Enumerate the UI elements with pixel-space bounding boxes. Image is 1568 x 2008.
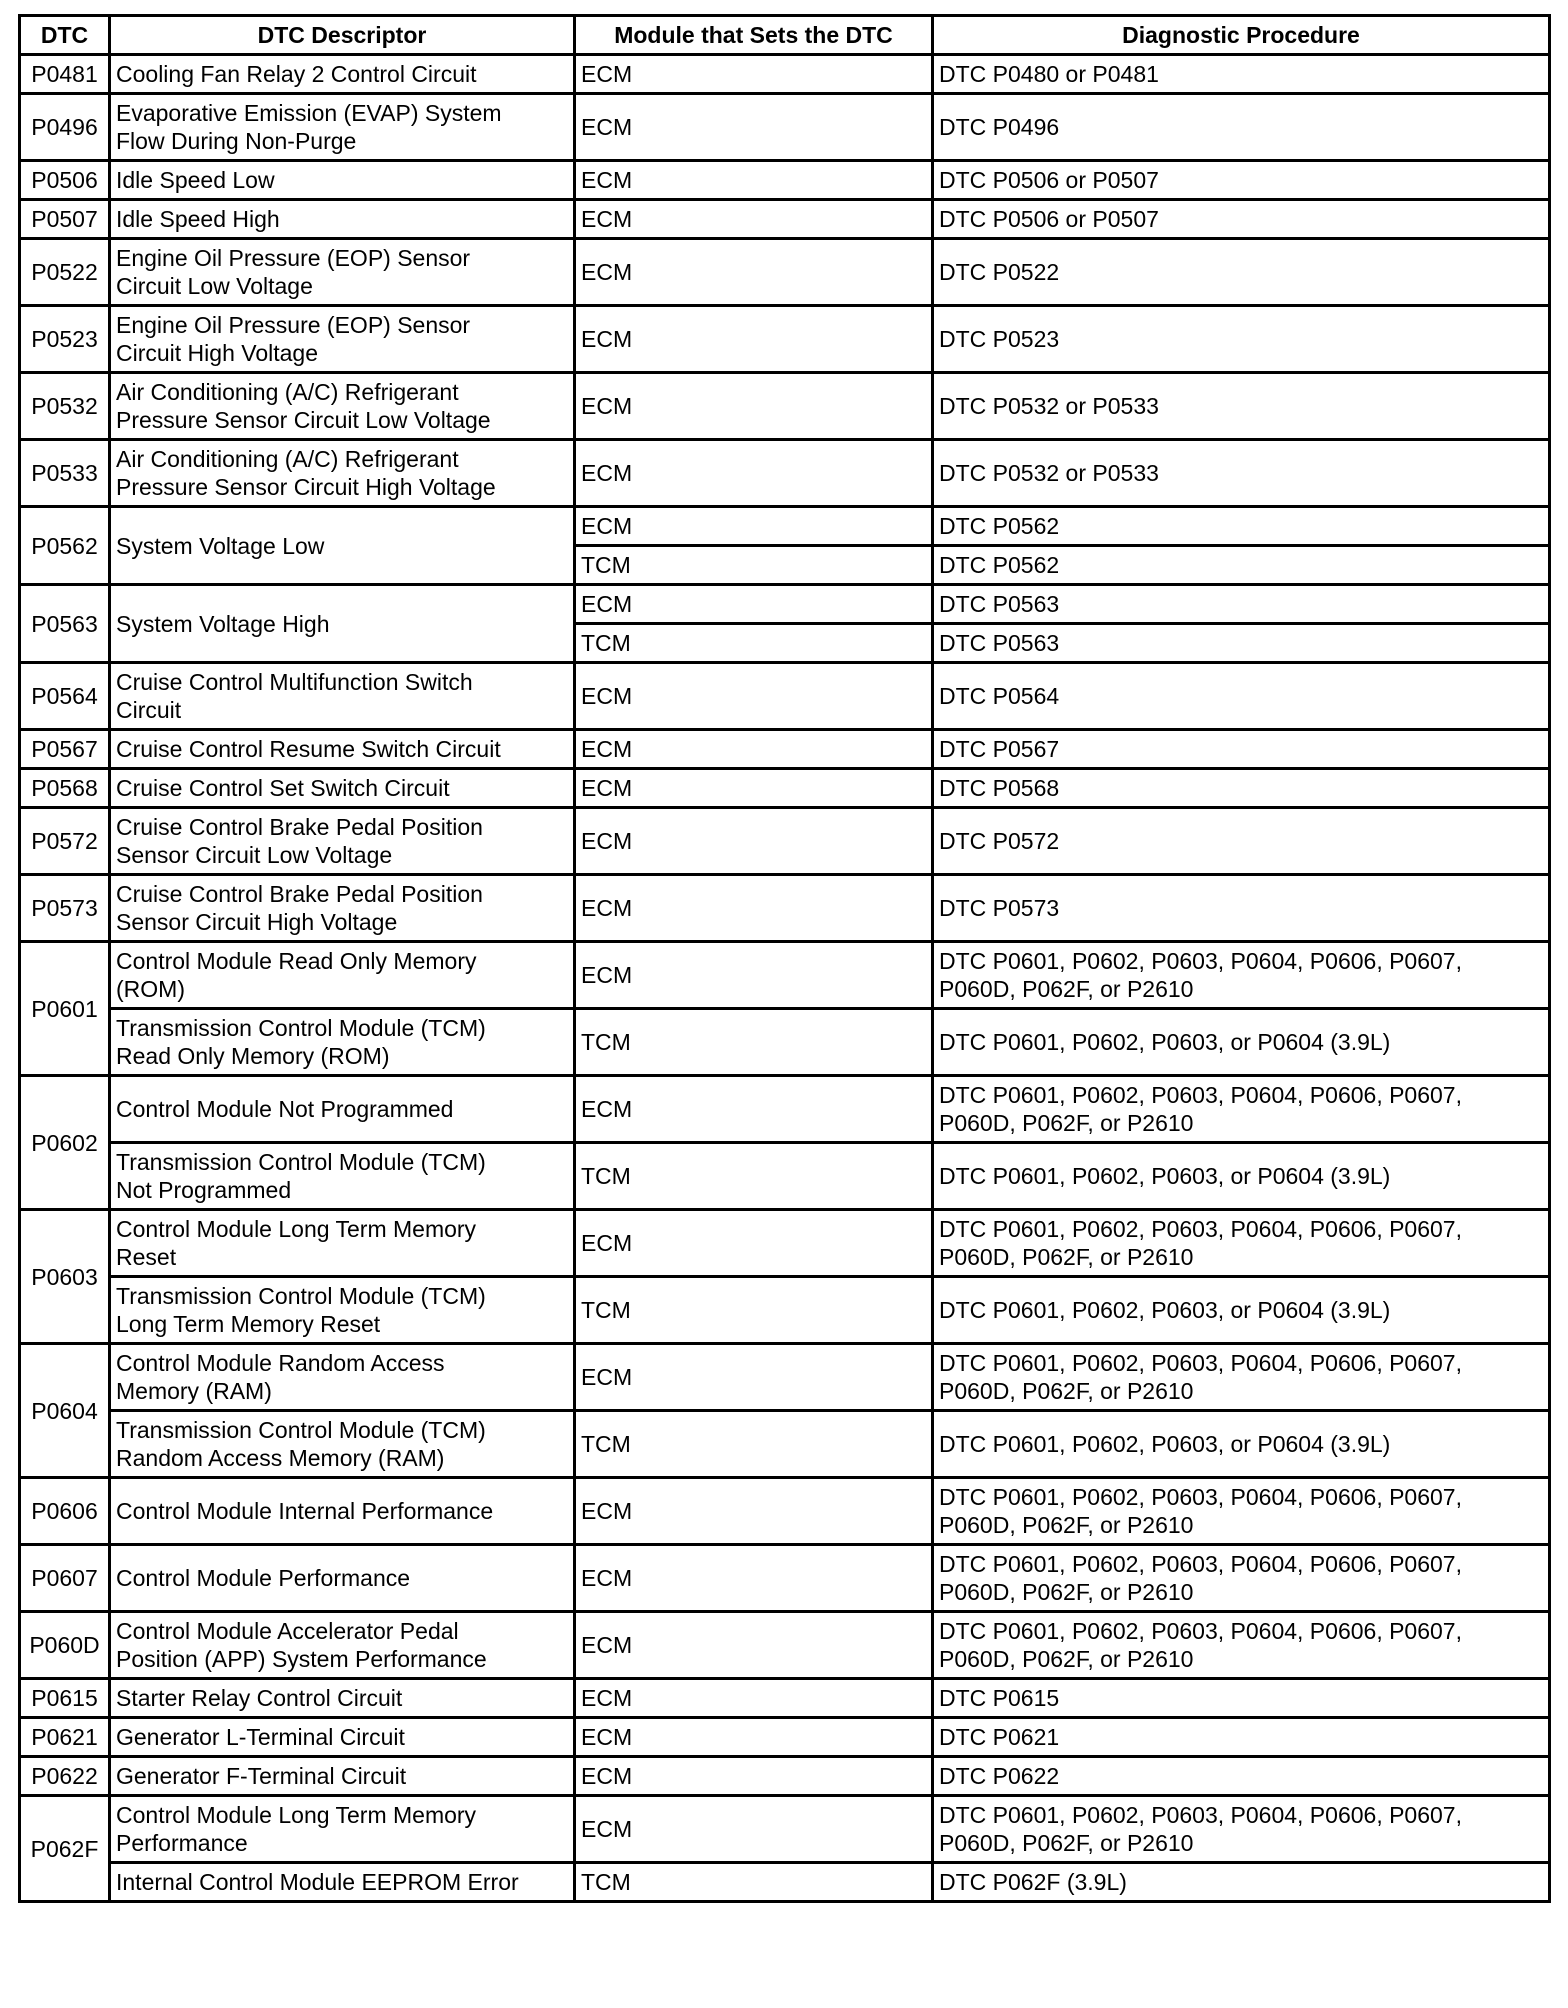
table-row bbox=[20, 1863, 1550, 1902]
dtc-code-cell: P0564 bbox=[20, 663, 110, 730]
module-cell: ECM bbox=[575, 507, 933, 546]
module-cell: ECM bbox=[575, 440, 933, 507]
procedure-cell: DTC P0562 bbox=[933, 507, 1550, 546]
module-cell: TCM bbox=[575, 1277, 933, 1344]
dtc-code-cell: P0481 bbox=[20, 55, 110, 94]
table-row bbox=[20, 239, 1550, 306]
module-cell: ECM bbox=[575, 1344, 933, 1411]
module-cell: ECM bbox=[575, 94, 933, 161]
module-cell: TCM bbox=[575, 1863, 933, 1902]
descriptor-cell: Cooling Fan Relay 2 Control Circuit bbox=[110, 55, 575, 94]
table-row bbox=[20, 808, 1550, 875]
table-row bbox=[20, 769, 1550, 808]
table-row bbox=[20, 200, 1550, 239]
procedure-cell: DTC P0601, P0602, P0603, or P0604 (3.9L) bbox=[933, 1009, 1550, 1076]
table-row bbox=[20, 1757, 1550, 1796]
descriptor-cell: Cruise Control Brake Pedal Position Sensor Circuit Low Voltage bbox=[110, 808, 575, 875]
procedure-cell: DTC P0601, P0602, P0603, P0604, P0606, P0607, P060D, P062F, or P2610 bbox=[933, 1796, 1550, 1863]
descriptor-cell: Control Module Internal Performance bbox=[110, 1478, 575, 1545]
procedure-cell: DTC P0480 or P0481 bbox=[933, 55, 1550, 94]
table-row bbox=[20, 1277, 1550, 1344]
procedure-cell: DTC P0506 or P0507 bbox=[933, 161, 1550, 200]
dtc-code-cell: P0562 bbox=[20, 507, 110, 585]
descriptor-cell: Starter Relay Control Circuit bbox=[110, 1679, 575, 1718]
module-cell: ECM bbox=[575, 1679, 933, 1718]
module-cell: ECM bbox=[575, 1612, 933, 1679]
descriptor-cell: Transmission Control Module (TCM) Random Access Memory (RAM) bbox=[110, 1411, 575, 1478]
module-cell: ECM bbox=[575, 875, 933, 942]
procedure-cell: DTC P0601, P0602, P0603, P0604, P0606, P0607, P060D, P062F, or P2610 bbox=[933, 1210, 1550, 1277]
table-row bbox=[20, 1076, 1550, 1143]
module-cell: ECM bbox=[575, 200, 933, 239]
table-row bbox=[20, 1718, 1550, 1757]
procedure-cell: DTC P0572 bbox=[933, 808, 1550, 875]
dtc-code-cell: P0573 bbox=[20, 875, 110, 942]
header-descriptor: DTC Descriptor bbox=[110, 16, 575, 55]
header-module: Module that Sets the DTC bbox=[575, 16, 933, 55]
procedure-cell: DTC P0523 bbox=[933, 306, 1550, 373]
procedure-cell: DTC P0601, P0602, P0603, P0604, P0606, P0607, P060D, P062F, or P2610 bbox=[933, 1545, 1550, 1612]
dtc-code-cell: P0523 bbox=[20, 306, 110, 373]
table-row bbox=[20, 1545, 1550, 1612]
module-cell: ECM bbox=[575, 1545, 933, 1612]
procedure-cell: DTC P0615 bbox=[933, 1679, 1550, 1718]
dtc-code-cell: P0601 bbox=[20, 942, 110, 1076]
descriptor-cell: Control Module Long Term Memory Reset bbox=[110, 1210, 575, 1277]
procedure-cell: DTC P0601, P0602, P0603, P0604, P0606, P0607, P060D, P062F, or P2610 bbox=[933, 1478, 1550, 1545]
procedure-cell: DTC P0563 bbox=[933, 624, 1550, 663]
table-row bbox=[20, 1411, 1550, 1478]
module-cell: ECM bbox=[575, 585, 933, 624]
procedure-cell: DTC P0601, P0602, P0603, P0604, P0606, P0607, P060D, P062F, or P2610 bbox=[933, 1612, 1550, 1679]
descriptor-cell: Control Module Long Term Memory Performance bbox=[110, 1796, 575, 1863]
procedure-cell: DTC P0506 or P0507 bbox=[933, 200, 1550, 239]
descriptor-cell: Cruise Control Set Switch Circuit bbox=[110, 769, 575, 808]
module-cell: TCM bbox=[575, 1009, 933, 1076]
procedure-cell: DTC P0601, P0602, P0603, P0604, P0606, P0607, P060D, P062F, or P2610 bbox=[933, 1344, 1550, 1411]
table-row bbox=[20, 730, 1550, 769]
module-cell: ECM bbox=[575, 1076, 933, 1143]
header-row bbox=[20, 16, 1550, 55]
dtc-code-cell: P0568 bbox=[20, 769, 110, 808]
procedure-cell: DTC P0622 bbox=[933, 1757, 1550, 1796]
table-row bbox=[20, 663, 1550, 730]
descriptor-cell: Control Module Read Only Memory (ROM) bbox=[110, 942, 575, 1009]
table-body bbox=[20, 55, 1550, 1902]
table-row bbox=[20, 1143, 1550, 1210]
descriptor-cell: Engine Oil Pressure (EOP) Sensor Circuit High Voltage bbox=[110, 306, 575, 373]
module-cell: TCM bbox=[575, 1143, 933, 1210]
dtc-code-cell: P0602 bbox=[20, 1076, 110, 1210]
descriptor-cell: System Voltage Low bbox=[110, 507, 575, 585]
module-cell: TCM bbox=[575, 624, 933, 663]
procedure-cell: DTC P0532 or P0533 bbox=[933, 440, 1550, 507]
table-row bbox=[20, 1344, 1550, 1411]
table-row bbox=[20, 1612, 1550, 1679]
dtc-code-cell: P0522 bbox=[20, 239, 110, 306]
table-row bbox=[20, 55, 1550, 94]
dtc-code-cell: P0506 bbox=[20, 161, 110, 200]
dtc-code-cell: P062F bbox=[20, 1796, 110, 1902]
dtc-code-cell: P060D bbox=[20, 1612, 110, 1679]
module-cell: ECM bbox=[575, 373, 933, 440]
module-cell: ECM bbox=[575, 239, 933, 306]
table-row bbox=[20, 373, 1550, 440]
procedure-cell: DTC P0601, P0602, P0603, or P0604 (3.9L) bbox=[933, 1411, 1550, 1478]
dtc-code-cell: P0606 bbox=[20, 1478, 110, 1545]
dtc-code-cell: P0507 bbox=[20, 200, 110, 239]
table-row bbox=[20, 306, 1550, 373]
table-row bbox=[20, 1210, 1550, 1277]
module-cell: ECM bbox=[575, 663, 933, 730]
descriptor-cell: Idle Speed High bbox=[110, 200, 575, 239]
table-row bbox=[20, 440, 1550, 507]
descriptor-cell: Generator L-Terminal Circuit bbox=[110, 1718, 575, 1757]
module-cell: TCM bbox=[575, 1411, 933, 1478]
module-cell: ECM bbox=[575, 808, 933, 875]
procedure-cell: DTC P0522 bbox=[933, 239, 1550, 306]
dtc-code-cell: P0607 bbox=[20, 1545, 110, 1612]
procedure-cell: DTC P0562 bbox=[933, 546, 1550, 585]
module-cell: ECM bbox=[575, 942, 933, 1009]
table-row bbox=[20, 1478, 1550, 1545]
descriptor-cell: Idle Speed Low bbox=[110, 161, 575, 200]
table-row bbox=[20, 942, 1550, 1009]
dtc-code-cell: P0622 bbox=[20, 1757, 110, 1796]
dtc-code-cell: P0604 bbox=[20, 1344, 110, 1478]
descriptor-cell: Control Module Not Programmed bbox=[110, 1076, 575, 1143]
dtc-code-cell: P0532 bbox=[20, 373, 110, 440]
module-cell: ECM bbox=[575, 1757, 933, 1796]
table-row bbox=[20, 161, 1550, 200]
descriptor-cell: Transmission Control Module (TCM) Read Only Memory (ROM) bbox=[110, 1009, 575, 1076]
descriptor-cell: System Voltage High bbox=[110, 585, 575, 663]
table-row bbox=[20, 507, 1550, 546]
procedure-cell: DTC P0563 bbox=[933, 585, 1550, 624]
dtc-code-cell: P0496 bbox=[20, 94, 110, 161]
procedure-cell: DTC P0573 bbox=[933, 875, 1550, 942]
procedure-cell: DTC P0601, P0602, P0603, P0604, P0606, P0607, P060D, P062F, or P2610 bbox=[933, 1076, 1550, 1143]
header-dtc: DTC bbox=[20, 16, 110, 55]
descriptor-cell: Transmission Control Module (TCM) Long Term Memory Reset bbox=[110, 1277, 575, 1344]
table-header bbox=[20, 16, 1550, 55]
descriptor-cell: Air Conditioning (A/C) Refrigerant Pressure Sensor Circuit High Voltage bbox=[110, 440, 575, 507]
module-cell: TCM bbox=[575, 546, 933, 585]
procedure-cell: DTC P0568 bbox=[933, 769, 1550, 808]
dtc-code-cell: P0621 bbox=[20, 1718, 110, 1757]
table-row bbox=[20, 94, 1550, 161]
module-cell: ECM bbox=[575, 55, 933, 94]
descriptor-cell: Cruise Control Resume Switch Circuit bbox=[110, 730, 575, 769]
descriptor-cell: Cruise Control Brake Pedal Position Sensor Circuit High Voltage bbox=[110, 875, 575, 942]
module-cell: ECM bbox=[575, 306, 933, 373]
module-cell: ECM bbox=[575, 730, 933, 769]
module-cell: ECM bbox=[575, 769, 933, 808]
descriptor-cell: Transmission Control Module (TCM) Not Programmed bbox=[110, 1143, 575, 1210]
module-cell: ECM bbox=[575, 1478, 933, 1545]
descriptor-cell: Control Module Accelerator Pedal Position (APP) System Performance bbox=[110, 1612, 575, 1679]
table-row bbox=[20, 875, 1550, 942]
dtc-code-cell: P0563 bbox=[20, 585, 110, 663]
table-row bbox=[20, 1796, 1550, 1863]
descriptor-cell: Internal Control Module EEPROM Error bbox=[110, 1863, 575, 1902]
header-procedure: Diagnostic Procedure bbox=[933, 16, 1550, 55]
module-cell: ECM bbox=[575, 1796, 933, 1863]
procedure-cell: DTC P0564 bbox=[933, 663, 1550, 730]
module-cell: ECM bbox=[575, 161, 933, 200]
dtc-code-cell: P0603 bbox=[20, 1210, 110, 1344]
table-row bbox=[20, 1679, 1550, 1718]
descriptor-cell: Control Module Performance bbox=[110, 1545, 575, 1612]
procedure-cell: DTC P0567 bbox=[933, 730, 1550, 769]
dtc-table bbox=[18, 14, 1551, 1903]
descriptor-cell: Evaporative Emission (EVAP) System Flow During Non-Purge bbox=[110, 94, 575, 161]
descriptor-cell: Cruise Control Multifunction Switch Circuit bbox=[110, 663, 575, 730]
module-cell: ECM bbox=[575, 1210, 933, 1277]
procedure-cell: DTC P0621 bbox=[933, 1718, 1550, 1757]
descriptor-cell: Generator F-Terminal Circuit bbox=[110, 1757, 575, 1796]
table-row bbox=[20, 585, 1550, 624]
procedure-cell: DTC P0601, P0602, P0603, or P0604 (3.9L) bbox=[933, 1143, 1550, 1210]
procedure-cell: DTC P062F (3.9L) bbox=[933, 1863, 1550, 1902]
descriptor-cell: Air Conditioning (A/C) Refrigerant Pressure Sensor Circuit Low Voltage bbox=[110, 373, 575, 440]
procedure-cell: DTC P0601, P0602, P0603, P0604, P0606, P0607, P060D, P062F, or P2610 bbox=[933, 942, 1550, 1009]
descriptor-cell: Engine Oil Pressure (EOP) Sensor Circuit Low Voltage bbox=[110, 239, 575, 306]
module-cell: ECM bbox=[575, 1718, 933, 1757]
descriptor-cell: Control Module Random Access Memory (RAM) bbox=[110, 1344, 575, 1411]
procedure-cell: DTC P0601, P0602, P0603, or P0604 (3.9L) bbox=[933, 1277, 1550, 1344]
dtc-code-cell: P0533 bbox=[20, 440, 110, 507]
procedure-cell: DTC P0496 bbox=[933, 94, 1550, 161]
dtc-code-cell: P0615 bbox=[20, 1679, 110, 1718]
document-page bbox=[18, 14, 1548, 1903]
table-row bbox=[20, 1009, 1550, 1076]
dtc-code-cell: P0572 bbox=[20, 808, 110, 875]
dtc-code-cell: P0567 bbox=[20, 730, 110, 769]
procedure-cell: DTC P0532 or P0533 bbox=[933, 373, 1550, 440]
